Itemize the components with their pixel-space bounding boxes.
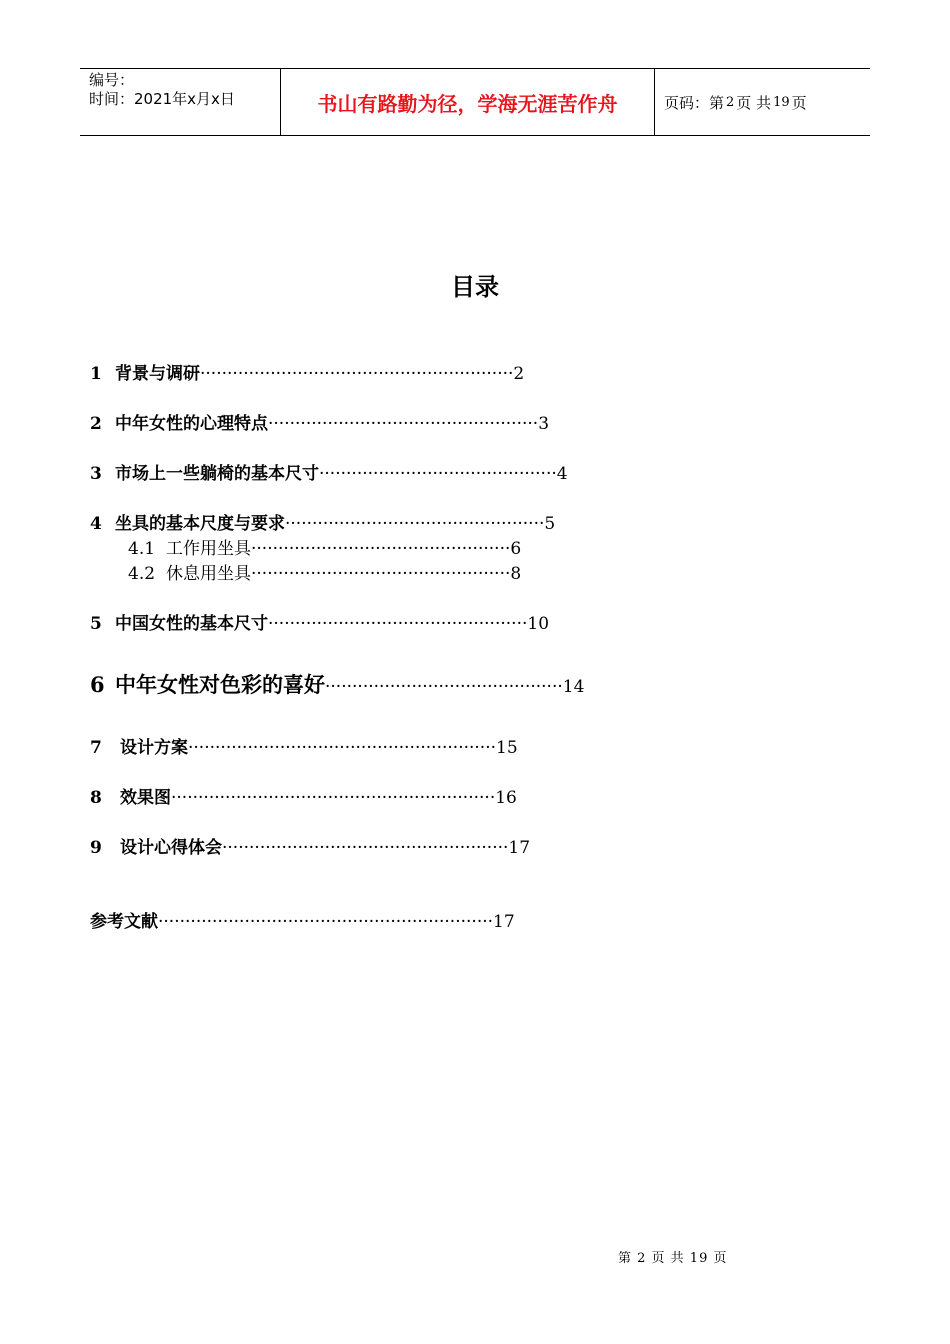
toc-entry-4-2[interactable]: 4.2 休息用坐具················································8 — [128, 564, 522, 584]
page-number: 2 — [726, 94, 735, 110]
toc-entry-4[interactable]: 4 坐具的基本尺度与要求················································5 — [90, 514, 556, 534]
toc-entry-5[interactable]: 5 中国女性的基本尺寸················································10 — [90, 614, 550, 634]
page-prefix: 页码：第 — [664, 93, 725, 112]
toc-entry-6[interactable]: 6 中年女性对色彩的喜好············································14 — [90, 672, 585, 697]
header-page-info — [655, 69, 870, 135]
header-motto: 书山有路勤为径，学海无涯苦作舟 — [281, 69, 655, 135]
page-total: 19 — [773, 94, 790, 110]
page-header — [80, 68, 870, 136]
toc-entry-9[interactable]: 9 设计心得体会·····················································17 — [90, 838, 531, 858]
page-suffix: 页 — [791, 93, 807, 112]
time-label: 时间：2021年x月x日 — [89, 90, 235, 108]
toc-entry-7[interactable]: 7 设计方案·························································15 — [90, 738, 518, 758]
page-mid: 页 共 — [736, 93, 772, 112]
toc-entry-1[interactable]: 1 背景与调研··························································2 — [90, 364, 525, 384]
toc-entry-8[interactable]: 8 效果图····························································16 — [90, 788, 517, 808]
toc-entry-2[interactable]: 2 中年女性的心理特点··················································3 — [90, 414, 550, 434]
toc-entry-4-1[interactable]: 4.1 工作用坐具················································6 — [128, 539, 522, 559]
number-label: 编号： — [89, 71, 135, 89]
page-footer: 第 2 页 共 19 页 — [618, 1251, 728, 1266]
toc-title: 目录 — [451, 273, 499, 301]
toc-entry-references[interactable]: 参考文献······························································17 — [90, 912, 515, 932]
header-meta — [80, 69, 281, 135]
toc-entry-3[interactable]: 3 市场上一些躺椅的基本尺寸············································4 — [90, 464, 568, 484]
